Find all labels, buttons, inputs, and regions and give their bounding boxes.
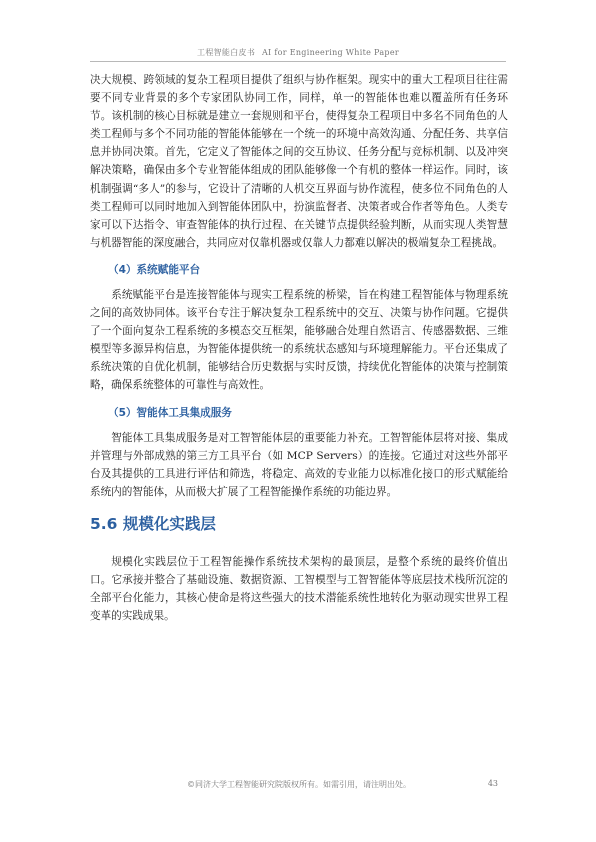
header-en-title: AI for Engineering White Paper: [261, 48, 399, 57]
paragraph-continued: 决大规模、跨领域的复杂工程项目提供了组织与协作框架。现实中的重大工程项目往往需要不同专业背景的多个专家团队协同工作，同样，单一的智能体也难以覆盖所有任务环节。该机制的核心目标就是建立一套规则和平台，使得复杂工程项目中多名不同角色的人类工程师与多个不同功能的智能体能够在一个统一的环境中高效沟通、分配任务、共享信息并协同决策。首先，它定义了智能体之间的交互协议、任务分配与竞标机制、以及冲突解决策略，确保由多个专业智能体组成的团队能够像一个有机的整体一样运作。同时，该机制强调“多人”的参与，它设计了清晰的人机交互界面与协作流程，使多位不同角色的人类工程师可以同时地加入到智能体团队中，扮演监督者、决策者或合作者等角色。人类专家可以下达指令、审查智能体的执行过程、在关键节点提供经验判断，从而实现人类智慧与机器智能的深度融合，共同应对仅靠机器或仅靠人力都难以解决的极端复杂工程挑战。: [90, 74, 508, 249]
paragraph-system-empowerment: 系统赋能平台是连接智能体与现实工程系统的桥梁，旨在构建工程智能体与物理系统之间的高效协同体。该平台专注于解决复杂工程系统中的交互、决策与协作问题。它提供了一个面向复杂工程系统的多模态交互框架，能够融合处理自然语言、传感器数据、三维模型等多源异构信息，为智能体提供统一的系统状态感知与环境理解能力。平台还集成了系统决策的自优化机制，能够结合历史数据与实时反馈，持续优化智能体的决策与控制策略，确保系统整体的可靠性与高效性。: [90, 288, 508, 392]
paragraph-agent-tool-integration: 智能体工具集成服务是对工智智能体层的重要能力补充。工智智能体层将对接、集成并管理与外部成熟的第三方工具平台（如 MCP Servers）的连接。它通过对这些外部平台及其提供的工具进行评估和筛选，将稳定、高效的专业能力以标准化接口的形式赋能给系统内的智能体，从而极大扩展了工程智能操作系统的功能边界。: [90, 431, 508, 498]
header-cn-title: 工程智能白皮书: [197, 48, 256, 57]
paragraph-scaled-practice-layer: 规模化实践层位于工程智能操作系统技术架构的最顶层，是整个系统的最终价值出口。它承接并整合了基础设施、数据资源、工智模型与工智智能体等底层技术栈所沉淀的全部平台化能力，其核心使命是将这些强大的技术潜能系统性地转化为驱动现实世界工程变革的实践成果。: [90, 555, 508, 623]
footer-copyright: ©同济大学工程智能研究院版权所有。如需引用，请注明出处。: [187, 780, 411, 789]
header-rule: [90, 61, 506, 62]
section-heading-5-6: 5.6 规模化实践层: [90, 514, 216, 533]
running-header: [0, 47, 596, 58]
page-body: [90, 71, 508, 625]
subheading-system-empowerment-platform: （4）系统赋能平台: [108, 263, 201, 276]
subheading-agent-tool-integration: （5）智能体工具集成服务: [108, 406, 232, 419]
page-number: 43: [487, 779, 498, 788]
